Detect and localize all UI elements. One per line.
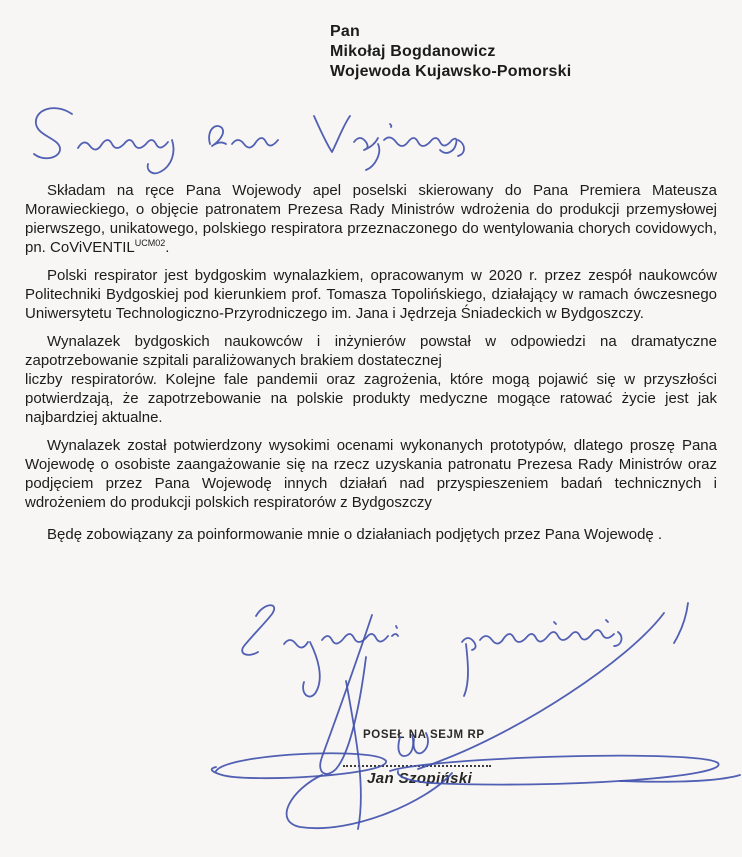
paragraph-5: Będę zobowiązany za poinformowanie mnie o działaniach podjętych przez Pana Wojewodę .	[47, 526, 663, 543]
signature-role-label: POSEŁ NA SEJM RP	[363, 729, 485, 741]
closing-handwriting	[222, 596, 662, 714]
signature-dotted-line	[343, 765, 491, 767]
recipient-salutation: Pan	[330, 23, 360, 40]
greeting-handwriting	[14, 100, 484, 185]
paragraph-1-period: .	[165, 239, 170, 256]
paragraph-1	[25, 181, 717, 257]
signature-scribble	[0, 585, 742, 857]
product-superscript: UCM02	[134, 238, 166, 248]
paragraph-3: Wynalazek bydgoskich naukowców i inżynierów powstał w odpowiedzi na dramatyczne zapotrzebowanie szpitali paraliżowanych brakiem dostatecznej	[25, 333, 717, 369]
paragraph-1-text: Składam na ręce Pana Wojewody apel poselski skierowany do Pana Premiera Mateusza Morawieckiego, o objęcie patronatem Prezesa Rady Ministrów wdrożenia do produkcji przemysłowej pierwszego, unikatowego, polskiego respiratora przeznaczonego do wentylowania chorych covidowych, pn. CoViVENTIL	[25, 182, 717, 256]
paragraph-3-continued: liczby respiratorów. Kolejne fale pandemii oraz zagrożenia, które mogą pojawić się w przyszłości potwierdzają, że zapotrzebowanie na polskie produkty medyczne mogące ratować życie jest jak najbardziej aktualne.	[25, 371, 717, 426]
paragraph-2: Polski respirator jest bydgoskim wynalazkiem, opracowanym w 2020 r. przez zespół naukowców Politechniki Bydgoskiej pod kierunkiem prof. Tomasza Topolińskiego, działający w ramach ówczesnego Uniwersytetu Technologiczno-Przyrodniczego im. Jana i Jędrzeja Śniadeckich w Bydgoszczy.	[25, 267, 717, 322]
signature-printed-name: Jan Szopiński	[367, 770, 473, 787]
letter-body	[25, 181, 717, 558]
paragraph-4: Wynalazek został potwierdzony wysokimi ocenami wykonanych prototypów, dlatego proszę Pana Wojewodę o osobiste zaangażowanie się na rzecz uzyskania patronatu Prezesa Rady Ministrów oraz podjęciem przez Pana Wojewodę innych działań nad przyspieszeniem badań technicznych i wdrożeniem do produkcji polskich respiratorów z Bydgoszczy	[25, 437, 717, 511]
recipient-name: Mikołaj Bogdanowicz	[330, 43, 496, 60]
recipient-title: Wojewoda Kujawsko-Pomorski	[330, 63, 572, 80]
recipient-block	[330, 22, 571, 82]
